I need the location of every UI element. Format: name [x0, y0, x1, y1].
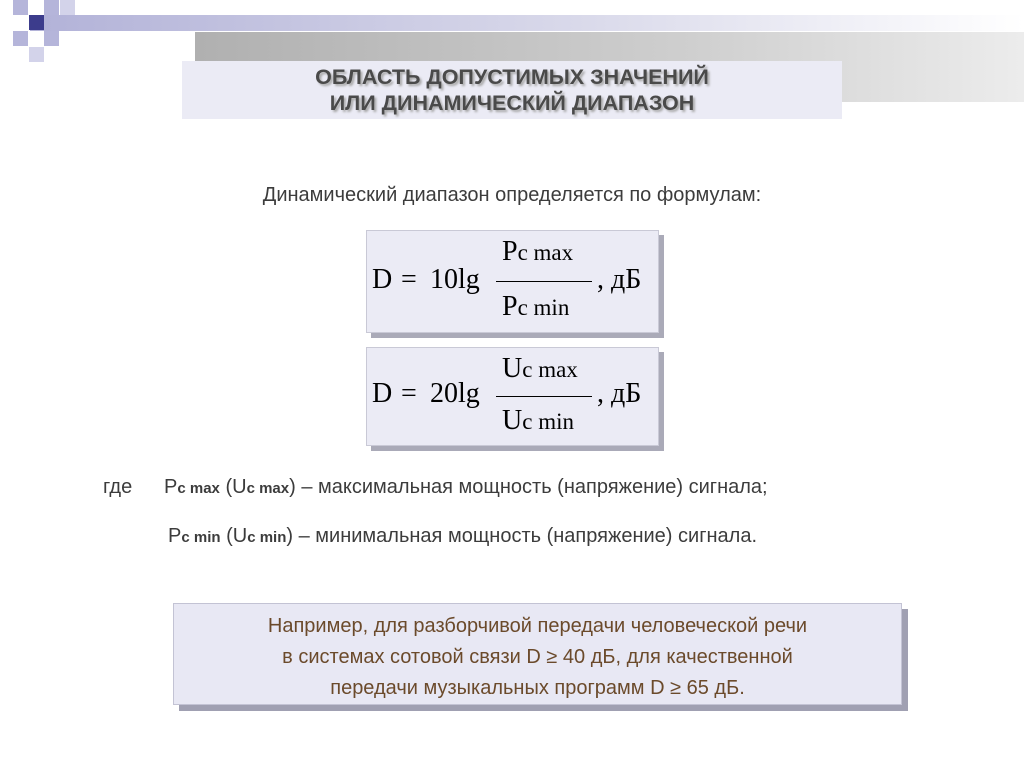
decor-square-icon: [29, 47, 44, 62]
def-u-open: (U: [220, 525, 248, 547]
formula-den-sub: c min: [522, 409, 574, 434]
decor-square-icon: [60, 0, 75, 15]
decor-square-icon: [13, 0, 28, 15]
example-line-1: Например, для разборчивой передачи человеческой речи: [267, 615, 808, 637]
example-box: [173, 603, 902, 705]
decor-square-icon: [13, 31, 28, 46]
def-p: P: [168, 525, 182, 547]
formula-lhs: D: [372, 264, 393, 295]
formula-unit: , дБ: [597, 378, 642, 409]
formula-lhs: D: [372, 378, 393, 409]
example-line-3: передачи музыкальных программ D ≥ 65 дБ.: [330, 677, 745, 699]
intro-text: Динамический диапазон определяется по формулам:: [262, 184, 762, 206]
example-line-2: в системах сотовой связи D ≥ 40 дБ, для качественной: [282, 646, 793, 668]
formula-den: [502, 406, 574, 437]
decor-square-icon: [29, 15, 44, 30]
def-u-sub: c min: [247, 529, 287, 546]
formula-num: [502, 354, 578, 385]
formula-num-sub: c max: [517, 240, 574, 265]
formula-eq: =: [401, 264, 417, 295]
formula-eq: =: [401, 378, 417, 409]
formula-num-var: P: [502, 236, 518, 267]
decor-square-icon: [44, 0, 59, 15]
def-u-sub: c max: [246, 480, 290, 497]
fraction-line: [496, 396, 592, 397]
title-line-1: ОБЛАСТЬ ДОПУСТИМЫХ ЗНАЧЕНИЙ: [315, 65, 709, 89]
fraction-line: [496, 281, 592, 282]
definition-prefix: где: [103, 476, 133, 498]
formula-den-var: P: [502, 291, 518, 322]
definition-line-max: [164, 476, 768, 499]
formula-coef: 20lg: [430, 378, 480, 409]
formula-unit: , дБ: [597, 264, 642, 295]
def-text: ) – минимальная мощность (напряжение) сигнала.: [286, 525, 758, 547]
def-p: P: [164, 476, 178, 498]
formula-den-var: U: [502, 405, 523, 436]
def-p-sub: c min: [181, 529, 221, 546]
formula-den: [502, 292, 569, 323]
formula-den-sub: c min: [517, 295, 570, 320]
formula-num-sub: c max: [522, 357, 578, 382]
title-line-2: ИЛИ ДИНАМИЧЕСКИЙ ДИАПАЗОН: [329, 91, 695, 115]
formula-num-var: U: [502, 353, 523, 384]
definition-line-min: [168, 525, 757, 548]
header-gradient-band: [30, 15, 1024, 31]
def-p-sub: c max: [177, 480, 220, 497]
formula-num: [502, 237, 573, 268]
formula-coef: 10lg: [430, 264, 480, 295]
decor-square-icon: [44, 31, 59, 46]
page-title: [182, 64, 842, 116]
def-text: ) – максимальная мощность (напряжение) сигнала;: [289, 476, 768, 498]
def-u-open: (U: [219, 476, 247, 498]
